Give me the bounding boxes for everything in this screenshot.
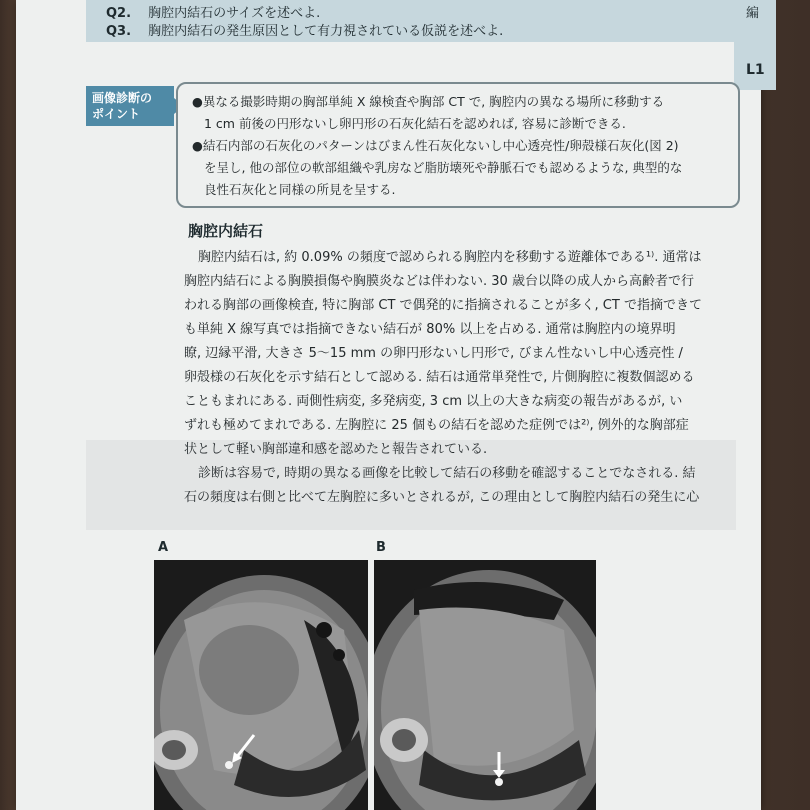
- body-line: 卵殻様の石灰化を示す結石として認める. 結石は通常単発性で, 片側胸腔に複数個認める: [184, 370, 695, 385]
- body-line: ずれも極めてまれである. 左胸腔に 25 個もの結石を認めた症例では²⁾, 例外的な胸部症: [184, 418, 689, 433]
- book-page: [16, 0, 765, 810]
- question-text: 胸腔内結石のサイズを述べよ.: [148, 6, 321, 21]
- show-through-text: [86, 440, 736, 530]
- diagnosis-points-label: [86, 86, 174, 126]
- diagnosis-line: ●異なる撮影時期の胸部単純 X 線検査や胸部 CT で, 胸腔内の異なる場所に移動する: [192, 94, 665, 109]
- ct-image-b: [374, 560, 596, 810]
- body-line: われる胸部の画像検査, 特に胸部 CT で偶発的に指摘されることが多く, CT で指摘できて: [184, 298, 702, 313]
- section-title: 胸腔内結石: [188, 222, 264, 240]
- question-q2: [106, 2, 320, 21]
- label-line: ポイント: [92, 107, 141, 121]
- side-tab-top: 編: [746, 6, 760, 21]
- figure-label-b: B: [376, 540, 386, 555]
- ct-image-a: [154, 560, 368, 810]
- body-line: も単純 X 線写真では指摘できない結石が 80% 以上を占める. 通常は胸腔内の境界明: [184, 322, 676, 337]
- diagnosis-line: を呈し, 他の部位の軟部組織や乳房など脂肪壊死や静脈石でも認めるような, 典型的な: [204, 160, 683, 175]
- diagnosis-points-box: [176, 82, 740, 208]
- diagnosis-line: 良性石灰化と同様の所見を呈する.: [204, 182, 396, 197]
- side-tab: [734, 0, 776, 90]
- figure-label-a: A: [158, 540, 169, 555]
- body-line: 胸腔内結石による胸膜損傷や胸膜炎などは伴わない. 30 歳台以降の成人から高齢者で行: [184, 274, 694, 289]
- question-q3: [106, 20, 503, 39]
- diagnosis-line: ●結石内部の石灰化のパターンはびまん性石灰化ないし中心透亮性/卵殻様石灰化(図 2): [192, 138, 679, 153]
- body-line: 瞭, 辺縁平滑, 大きさ 5〜15 mm の卵円形ないし円形で, びまん性ないし中心透亮性 /: [184, 346, 683, 361]
- body-line: 胸腔内結石は, 約 0.09% の頻度で認められる胸腔内を移動する遊離体である¹⁾. 通常は: [198, 250, 702, 265]
- diagnosis-line: 1 cm 前後の円形ないし卵円形の石灰化結石を認めれば, 容易に診断できる.: [204, 116, 626, 131]
- side-tab-label: L1: [746, 62, 765, 78]
- question-number: Q3.: [106, 24, 132, 39]
- label-line: 画像診断の: [92, 91, 153, 105]
- body-line: 状として軽い胸部違和感を認めたと報告されている.: [184, 442, 488, 457]
- question-number: Q2.: [106, 6, 132, 21]
- body-line: 診断は容易で, 時期の異なる画像を比較して結石の移動を確認することでなされる. 結: [198, 466, 696, 481]
- body-line: 石の頻度は右側と比べて左胸腔に多いとされるが, この理由として胸腔内結石の発生に心: [184, 490, 700, 505]
- question-text: 胸腔内結石の発生原因として有力視されている仮説を述べよ.: [148, 24, 504, 39]
- body-line: こともまれにある. 両側性病変, 多発病変, 3 cm 以上の大きな病変の報告があるが, い: [184, 394, 683, 409]
